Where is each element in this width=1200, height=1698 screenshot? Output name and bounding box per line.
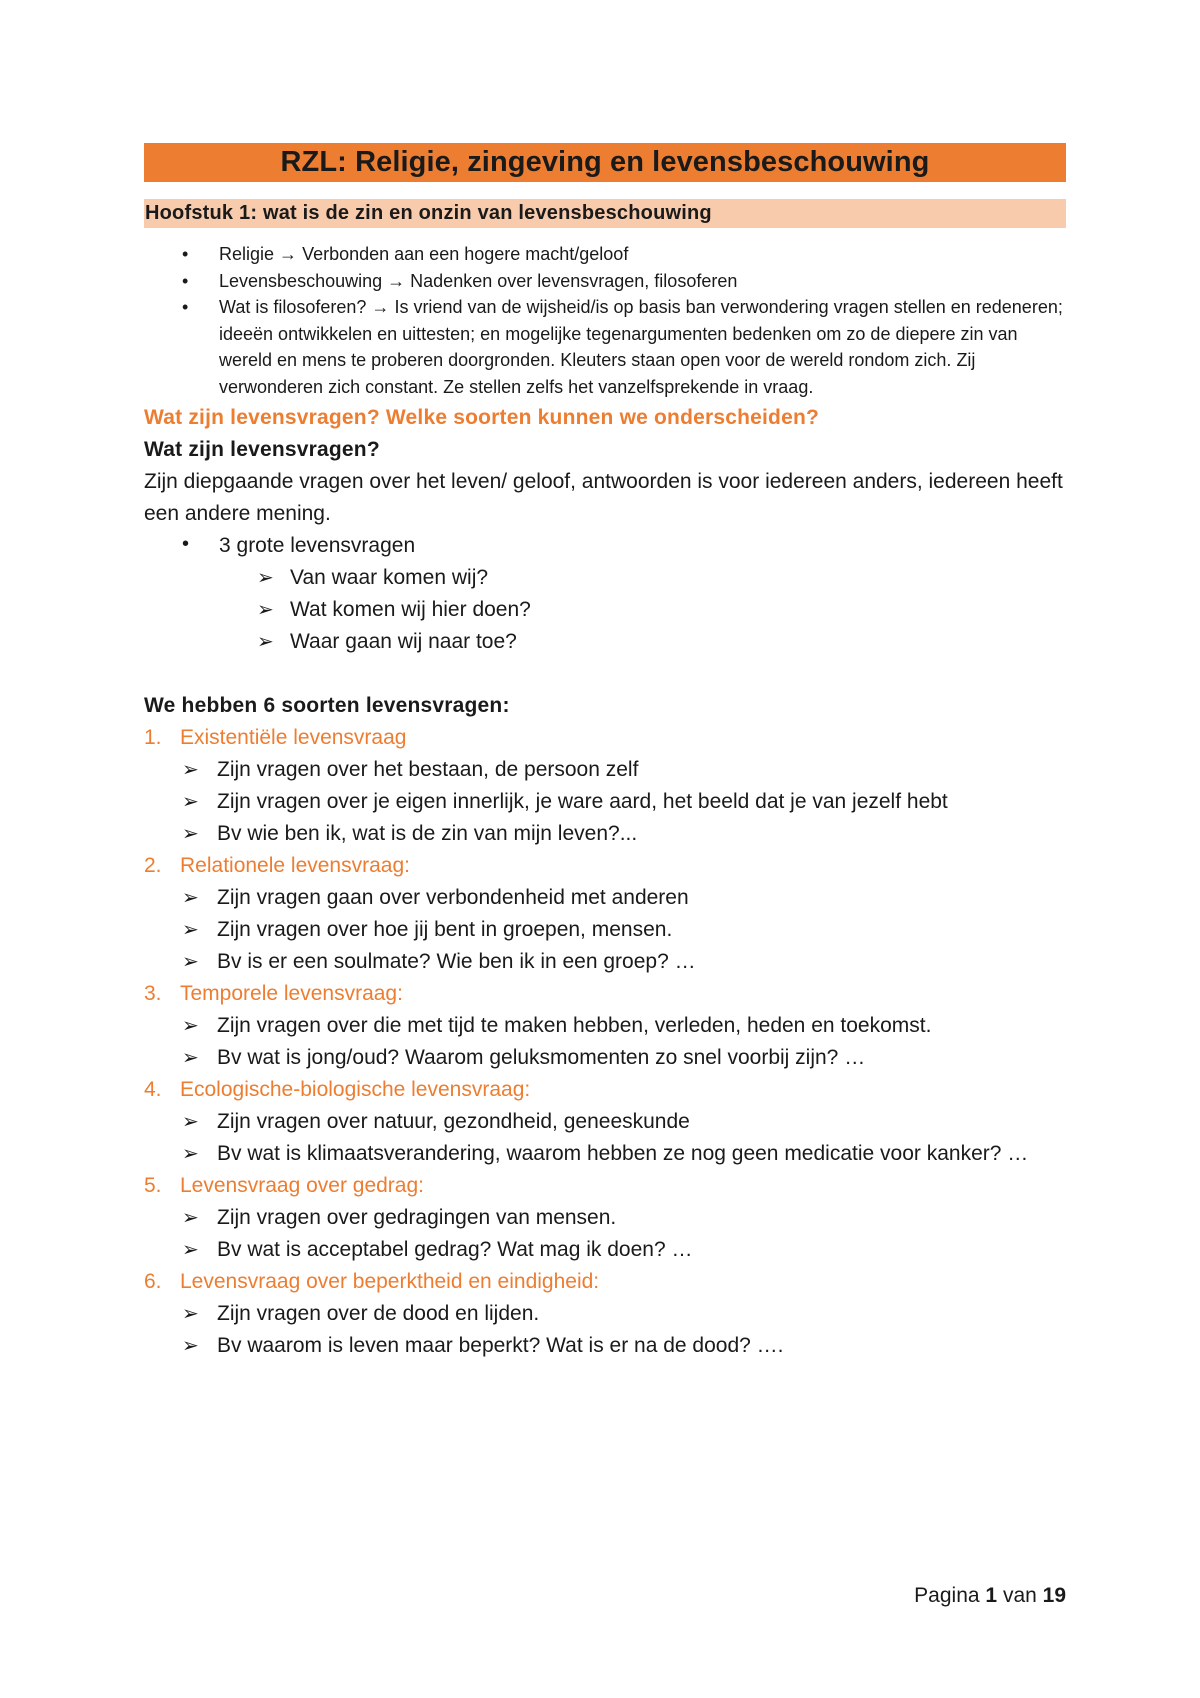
arrowhead-icon: ➢ bbox=[182, 1303, 199, 1325]
type-heading bbox=[144, 1266, 1066, 1298]
type-label: Levensvraag over gedrag: bbox=[180, 1174, 424, 1197]
type-number: 4. bbox=[144, 1078, 162, 1101]
type-label: Temporele levensvraag: bbox=[180, 982, 403, 1005]
type-point bbox=[144, 818, 1066, 850]
arrowhead-icon: ➢ bbox=[182, 1015, 199, 1037]
type-point bbox=[144, 1138, 1066, 1170]
type-point bbox=[144, 1330, 1066, 1362]
bullet-icon: • bbox=[182, 297, 189, 317]
arrowhead-icon: ➢ bbox=[182, 1047, 199, 1069]
intro-bullet-item bbox=[144, 268, 1066, 295]
arrowhead-icon: ➢ bbox=[182, 1239, 199, 1261]
type-label: Ecologische-biologische levensvraag: bbox=[180, 1078, 531, 1101]
point-text: Zijn vragen over de dood en lijden. bbox=[217, 1302, 540, 1325]
arrowhead-icon: ➢ bbox=[257, 631, 274, 653]
arrowhead-icon: ➢ bbox=[182, 823, 199, 845]
point-text: Bv is er een soulmate? Wie ben ik in een groep? … bbox=[217, 950, 696, 973]
total-pages: 19 bbox=[1042, 1584, 1066, 1607]
type-point bbox=[144, 1298, 1066, 1330]
type-point bbox=[144, 1106, 1066, 1138]
point-text: Zijn vragen over hoe jij bent in groepen, mensen. bbox=[217, 918, 673, 941]
type-heading bbox=[144, 1074, 1066, 1106]
type-points bbox=[144, 882, 1066, 978]
intro-bullet-item bbox=[144, 294, 1066, 400]
bullet-text: 3 grote levensvragen bbox=[219, 534, 416, 557]
type-points bbox=[144, 1106, 1066, 1170]
point-text: Zijn vragen gaan over verbondenheid met anderen bbox=[217, 886, 689, 909]
question-item bbox=[144, 562, 1066, 594]
type-point bbox=[144, 786, 1066, 818]
bullet-icon: • bbox=[182, 533, 190, 555]
arrowhead-icon: ➢ bbox=[182, 1207, 199, 1229]
type-heading bbox=[144, 1170, 1066, 1202]
type-points bbox=[144, 1010, 1066, 1074]
bullet-item bbox=[144, 530, 1066, 562]
bullet-term: Religie bbox=[219, 244, 275, 264]
arrowhead-icon: ➢ bbox=[257, 599, 274, 621]
type-point bbox=[144, 1042, 1066, 1074]
type-point bbox=[144, 914, 1066, 946]
bullet-text: Nadenken over levensvragen, filosoferen bbox=[410, 270, 738, 291]
bullet-text: Verbonden aan een hogere macht/geloof bbox=[302, 244, 629, 264]
point-text: Zijn vragen over gedragingen van mensen. bbox=[217, 1206, 617, 1229]
arrowhead-icon: ➢ bbox=[182, 1143, 199, 1165]
arrowhead-icon: ➢ bbox=[257, 567, 274, 589]
types-heading: We hebben 6 soorten levensvragen: bbox=[144, 694, 510, 717]
type-label: Existentiële levensvraag bbox=[180, 726, 407, 749]
question-item bbox=[144, 626, 1066, 658]
point-text: Bv wat is jong/oud? Waarom geluksmomenten zo snel voorbij zijn? … bbox=[217, 1046, 866, 1069]
chapter-heading: Hoofstuk 1: wat is de zin en onzin van levensbeschouwing bbox=[144, 199, 1066, 228]
arrowhead-icon: ➢ bbox=[182, 919, 199, 941]
point-text: Bv wat is klimaatsverandering, waarom hebben ze nog geen medicatie voor kanker? … bbox=[217, 1142, 1029, 1165]
bullet-term: Levensbeschouwing bbox=[219, 270, 383, 291]
big-questions-list bbox=[144, 562, 1066, 658]
document-title: RZL: Religie, zingeving en levensbeschouwing bbox=[144, 143, 1066, 182]
arrow-right-icon: → bbox=[371, 297, 390, 317]
type-points bbox=[144, 1202, 1066, 1266]
point-text: Zijn vragen over die met tijd te maken hebben, verleden, heden en toekomst. bbox=[217, 1014, 932, 1037]
type-number: 2. bbox=[144, 854, 162, 877]
bullet-term: Wat is filosoferen? bbox=[219, 297, 367, 317]
type-heading bbox=[144, 978, 1066, 1010]
type-number: 5. bbox=[144, 1174, 162, 1197]
arrow-right-icon: → bbox=[279, 244, 298, 264]
type-points bbox=[144, 1298, 1066, 1362]
section-paragraph: Zijn diepgaande vragen over het leven/ geloof, antwoorden is voor iedereen anders, iedereen heeft een andere mening. bbox=[144, 470, 1063, 525]
intro-bullet-item bbox=[144, 241, 1066, 268]
point-text: Bv waarom is leven maar beperkt? Wat is er na de dood? …. bbox=[217, 1334, 784, 1357]
type-point bbox=[144, 754, 1066, 786]
type-points bbox=[144, 754, 1066, 850]
type-label: Relationele levensvraag: bbox=[180, 854, 410, 877]
arrowhead-icon: ➢ bbox=[182, 951, 199, 973]
section-heading: Wat zijn levensvragen? Welke soorten kunnen we onderscheiden? bbox=[144, 406, 820, 429]
type-point bbox=[144, 1010, 1066, 1042]
intro-bullet-list bbox=[144, 241, 1066, 400]
question-text: Wat komen wij hier doen? bbox=[290, 598, 531, 621]
arrowhead-icon: ➢ bbox=[182, 1111, 199, 1133]
type-number: 1. bbox=[144, 726, 162, 749]
arrowhead-icon: ➢ bbox=[182, 791, 199, 813]
types-list bbox=[144, 722, 1066, 1362]
arrow-right-icon: → bbox=[387, 270, 406, 291]
page-content bbox=[144, 143, 1066, 1362]
arrowhead-icon: ➢ bbox=[182, 887, 199, 909]
point-text: Zijn vragen over natuur, gezondheid, geneeskunde bbox=[217, 1110, 690, 1133]
big-questions-bullet bbox=[144, 530, 1066, 562]
page-number-footer bbox=[914, 1584, 1066, 1608]
point-text: Zijn vragen over het bestaan, de persoon zelf bbox=[217, 758, 639, 781]
question-text: Van waar komen wij? bbox=[290, 566, 489, 589]
type-label: Levensvraag over beperktheid en eindigheid: bbox=[180, 1270, 600, 1293]
current-page-number: 1 bbox=[985, 1584, 998, 1607]
type-number: 3. bbox=[144, 982, 162, 1005]
point-text: Bv wat is acceptabel gedrag? Wat mag ik doen? … bbox=[217, 1238, 693, 1261]
type-point bbox=[144, 1234, 1066, 1266]
bullet-icon: • bbox=[182, 270, 189, 291]
footer-prefix: Pagina bbox=[914, 1584, 980, 1607]
type-point bbox=[144, 1202, 1066, 1234]
question-item bbox=[144, 594, 1066, 626]
type-heading bbox=[144, 722, 1066, 754]
spacer bbox=[144, 658, 1066, 690]
arrowhead-icon: ➢ bbox=[182, 1335, 199, 1357]
type-number: 6. bbox=[144, 1270, 162, 1293]
footer-middle: van bbox=[1002, 1584, 1037, 1607]
section-subheading: Wat zijn levensvragen? bbox=[144, 438, 380, 461]
point-text: Zijn vragen over je eigen innerlijk, je ware aard, het beeld dat je van jezelf hebt bbox=[217, 790, 948, 813]
bullet-icon: • bbox=[182, 244, 189, 264]
question-text: Waar gaan wij naar toe? bbox=[290, 630, 517, 653]
type-point bbox=[144, 946, 1066, 978]
type-point bbox=[144, 882, 1066, 914]
point-text: Bv wie ben ik, wat is de zin van mijn leven?... bbox=[217, 822, 638, 845]
type-heading bbox=[144, 850, 1066, 882]
bullet-text: Is vriend van de wijsheid/is op basis ban verwondering vragen stellen en redeneren; ideeën ontwikkelen en uittesten; en mogelijke tegenargumenten bedenken om zo de diepere zin van wereld en mens te proberen doorgronden. Kleuters staan open voor de wereld rondom zich. Zij verwonderen zich constant. Ze stellen zelfs het vanzelfsprekende in vraag. bbox=[219, 297, 1063, 397]
arrowhead-icon: ➢ bbox=[182, 759, 199, 781]
